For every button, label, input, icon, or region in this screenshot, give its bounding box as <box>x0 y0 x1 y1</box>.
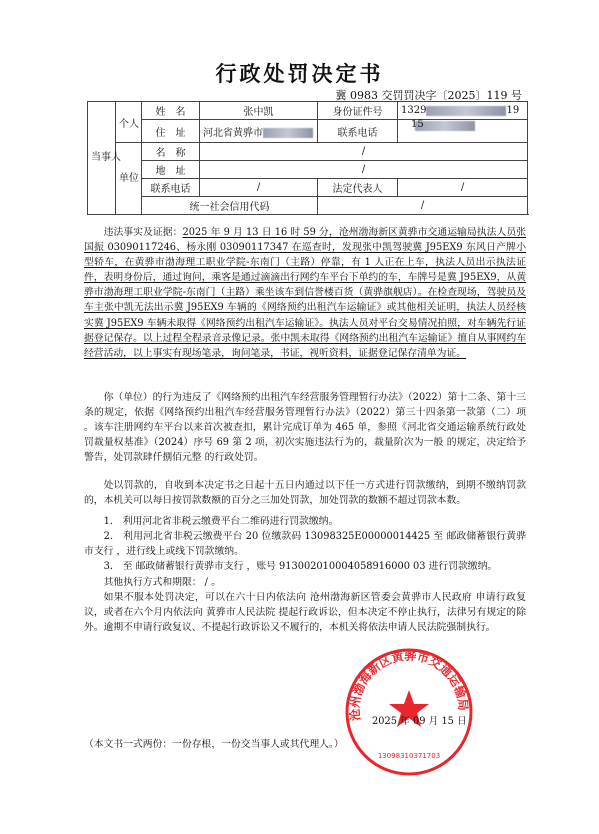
payment-method-3: 3． 至 邮政储蓄银行黄骅市支行 ，账号 913002010004058916000 03 进行罚款缴纳。 <box>103 561 498 573</box>
redaction-mark <box>263 128 313 138</box>
phone-label: 联系电话 <box>318 120 398 143</box>
decision-section <box>84 390 526 465</box>
unit-label: 单位 <box>116 143 142 215</box>
unit-phone-label: 联系电话 <box>142 179 200 197</box>
credit-code-label: 统一社会信用代码 <box>142 197 318 215</box>
unit-name-value: / <box>200 143 528 161</box>
party-info-table <box>87 101 528 215</box>
unit-name-label: 名 称 <box>142 143 200 161</box>
decision-text: 你（单位）的行为违反了《网络预约出租汽车经营服务管理暂行办法》（2022）第十二条、第十三条的规定，依据《网络预约出租汽车经营服务管理暂行办法》（2022）第三十四条第一款第（二）项 。该车注册网约车平台以来首次被查扣，累计完成订单为 465 单，参照《河北省交通运输系统行政处罚裁量权基准》（2024）序号 69 第 2 项，初次实施违法行为的，裁量阶次为一般 的规定，决定给予 警告，处罚款肆仟捌佰元整 的行政处罚。 <box>84 392 526 464</box>
party-group-label: 当事人 <box>88 102 116 215</box>
credit-code-value: / <box>318 197 528 215</box>
address-label: 住 址 <box>142 120 200 143</box>
facts-section: 违法事实及证据：2025 年 9 月 13 日 16 时 59 分，沧州渤海新区黄骅市交通运输局执法人员张国振 03090117246、杨永刚 03090117347 在巡查时，发现张中凯驾驶冀 J95EX9 东风日产牌小型轿车，在黄骅市渤海理工职业学院-东南门（主路）停靠，有 1 人正在上车，执法人员出示执法证件，表明身份后，通过询问，乘客是通过滴滴出行网约车平台下单约的车，车牌号是冀 J95EX9，从黄骅市渤海理工职业学院-东南门（主路）乘坐该车到信誉楼百货（黄骅旗舰店）。在检查现场，驾驶员及车主张中凯无法出示冀 J95EX9 车辆的《网络预约出租汽车运输证》或其他相关证明，执法人员经核实冀 J95EX9 车辆未取得《网络预约出租汽车运输证》。执法人员对平台交易情况拍照，对车辆先行证据登记保存。以上过程全程录音录像记录。张中凯未取得《网络预约出租汽车运输证》擅自从事网约车经营活动，以上事实有现场笔录，询问笔录，书证，视听资料，证据登记保存清单为证。 <box>84 227 527 359</box>
redaction-mark <box>426 106 506 116</box>
legal-rep-value: / <box>398 179 528 197</box>
payment-method-1: 1． 利用河北省非税云缴费平台二维码进行罚款缴纳。 <box>103 516 339 528</box>
issue-date: 2025 年 09 月 15 日 <box>372 716 467 727</box>
redaction-mark <box>415 121 475 131</box>
official-seal <box>343 646 475 778</box>
payment-section <box>84 478 526 635</box>
id-value: 1329 19 <box>398 102 528 120</box>
appeal-text: 如果不服本处罚决定，可以在六十日内依法向 沧州渤海新区管委会黄骅市人民政府 申请行政复议，或者在六个月内依法向 黄骅市人民法院 提起行政诉讼，但本决定不停止执行，法律另有规定的除外。逾期不申请行政复议、不提起行政诉讼又不履行的，本机关将依法申请人民法院强制执行。 <box>84 591 526 633</box>
individual-label: 个人 <box>116 102 142 143</box>
unit-phone-value: / <box>200 179 318 197</box>
svg-text:13098310371703: 13098310371703 <box>377 752 441 760</box>
payment-intro: 处以罚款的，自收到本决定书之日起十五日内通过以下任一方式进行罚款缴纳，到期不缴纳罚款的，本机关可以每日按罚款数额的百分之三加处罚款，加处罚款的数额不超过罚款本数。 <box>84 480 526 507</box>
address-value: 河北省黄骅市 <box>200 120 318 143</box>
other-methods: 其他执行方式和期限： / 。 <box>103 576 221 588</box>
name-value: 张中凯 <box>200 102 318 120</box>
unit-address-value: / <box>200 161 528 179</box>
legal-rep-label: 法定代表人 <box>318 179 398 197</box>
document-title: 行政处罚决定书 <box>215 62 384 86</box>
document-number: 冀 0983 交罚罚决字〔2025〕119 号 <box>335 89 522 102</box>
payment-method-2: 2． 利用河北省非税云缴费平台 20 位缴款码 13098325E00000014425 至 邮政储蓄银行黄骅市支行 ，进行线上或线下罚款缴纳。 <box>84 531 526 558</box>
svg-text:沧州渤海新区黄骅市交通运输局: 沧州渤海新区黄骅市交通运输局 <box>347 648 471 722</box>
facts-text: 2025 年 9 月 13 日 16 时 59 分，沧州渤海新区黄骅市交通运输局执法人员张国振 03090117246、杨永刚 03090117347 在巡查时，发现张中凯驾驶冀 J95EX9 东风日产牌小型轿车，在黄骅市渤海理工职业学院-东南门（主路）停靠，有 1 人正在上车，执法人员出示执法证件，表明身份后，通过询问，乘客是通过滴滴出行网约车平台下单约的车，车牌号是冀 J95EX9，从黄骅市渤海理工职业学院-东南门（主路）乘坐该车到信誉楼百货（黄骅旗舰店）。在检查现场，驾驶员及车主张中凯无法出示冀 J95EX9 车辆的《网络预约出租汽车运输证》或其他相关证明，执法人员经核实冀 J95EX9 车辆未取得《网络预约出租汽车运输证》。执法人员对平台交易情况拍照，对车辆先行证据登记保存。以上过程全程录音录像记录。张中凯未取得《网络预约出租汽车运输证》擅自从事网约车经营活动，以上事实有现场笔录，询问笔录，书证，视听资料，证据登记保存清单为证。 <box>84 227 527 359</box>
phone-value: 15 <box>398 120 528 143</box>
unit-address-label: 地 址 <box>142 161 200 179</box>
name-label: 姓 名 <box>142 102 200 120</box>
footer-note: （本文书一式两份：一份存根，一份交当事人或其代理人。） <box>84 739 344 750</box>
id-label: 身份证件号 <box>318 102 398 120</box>
